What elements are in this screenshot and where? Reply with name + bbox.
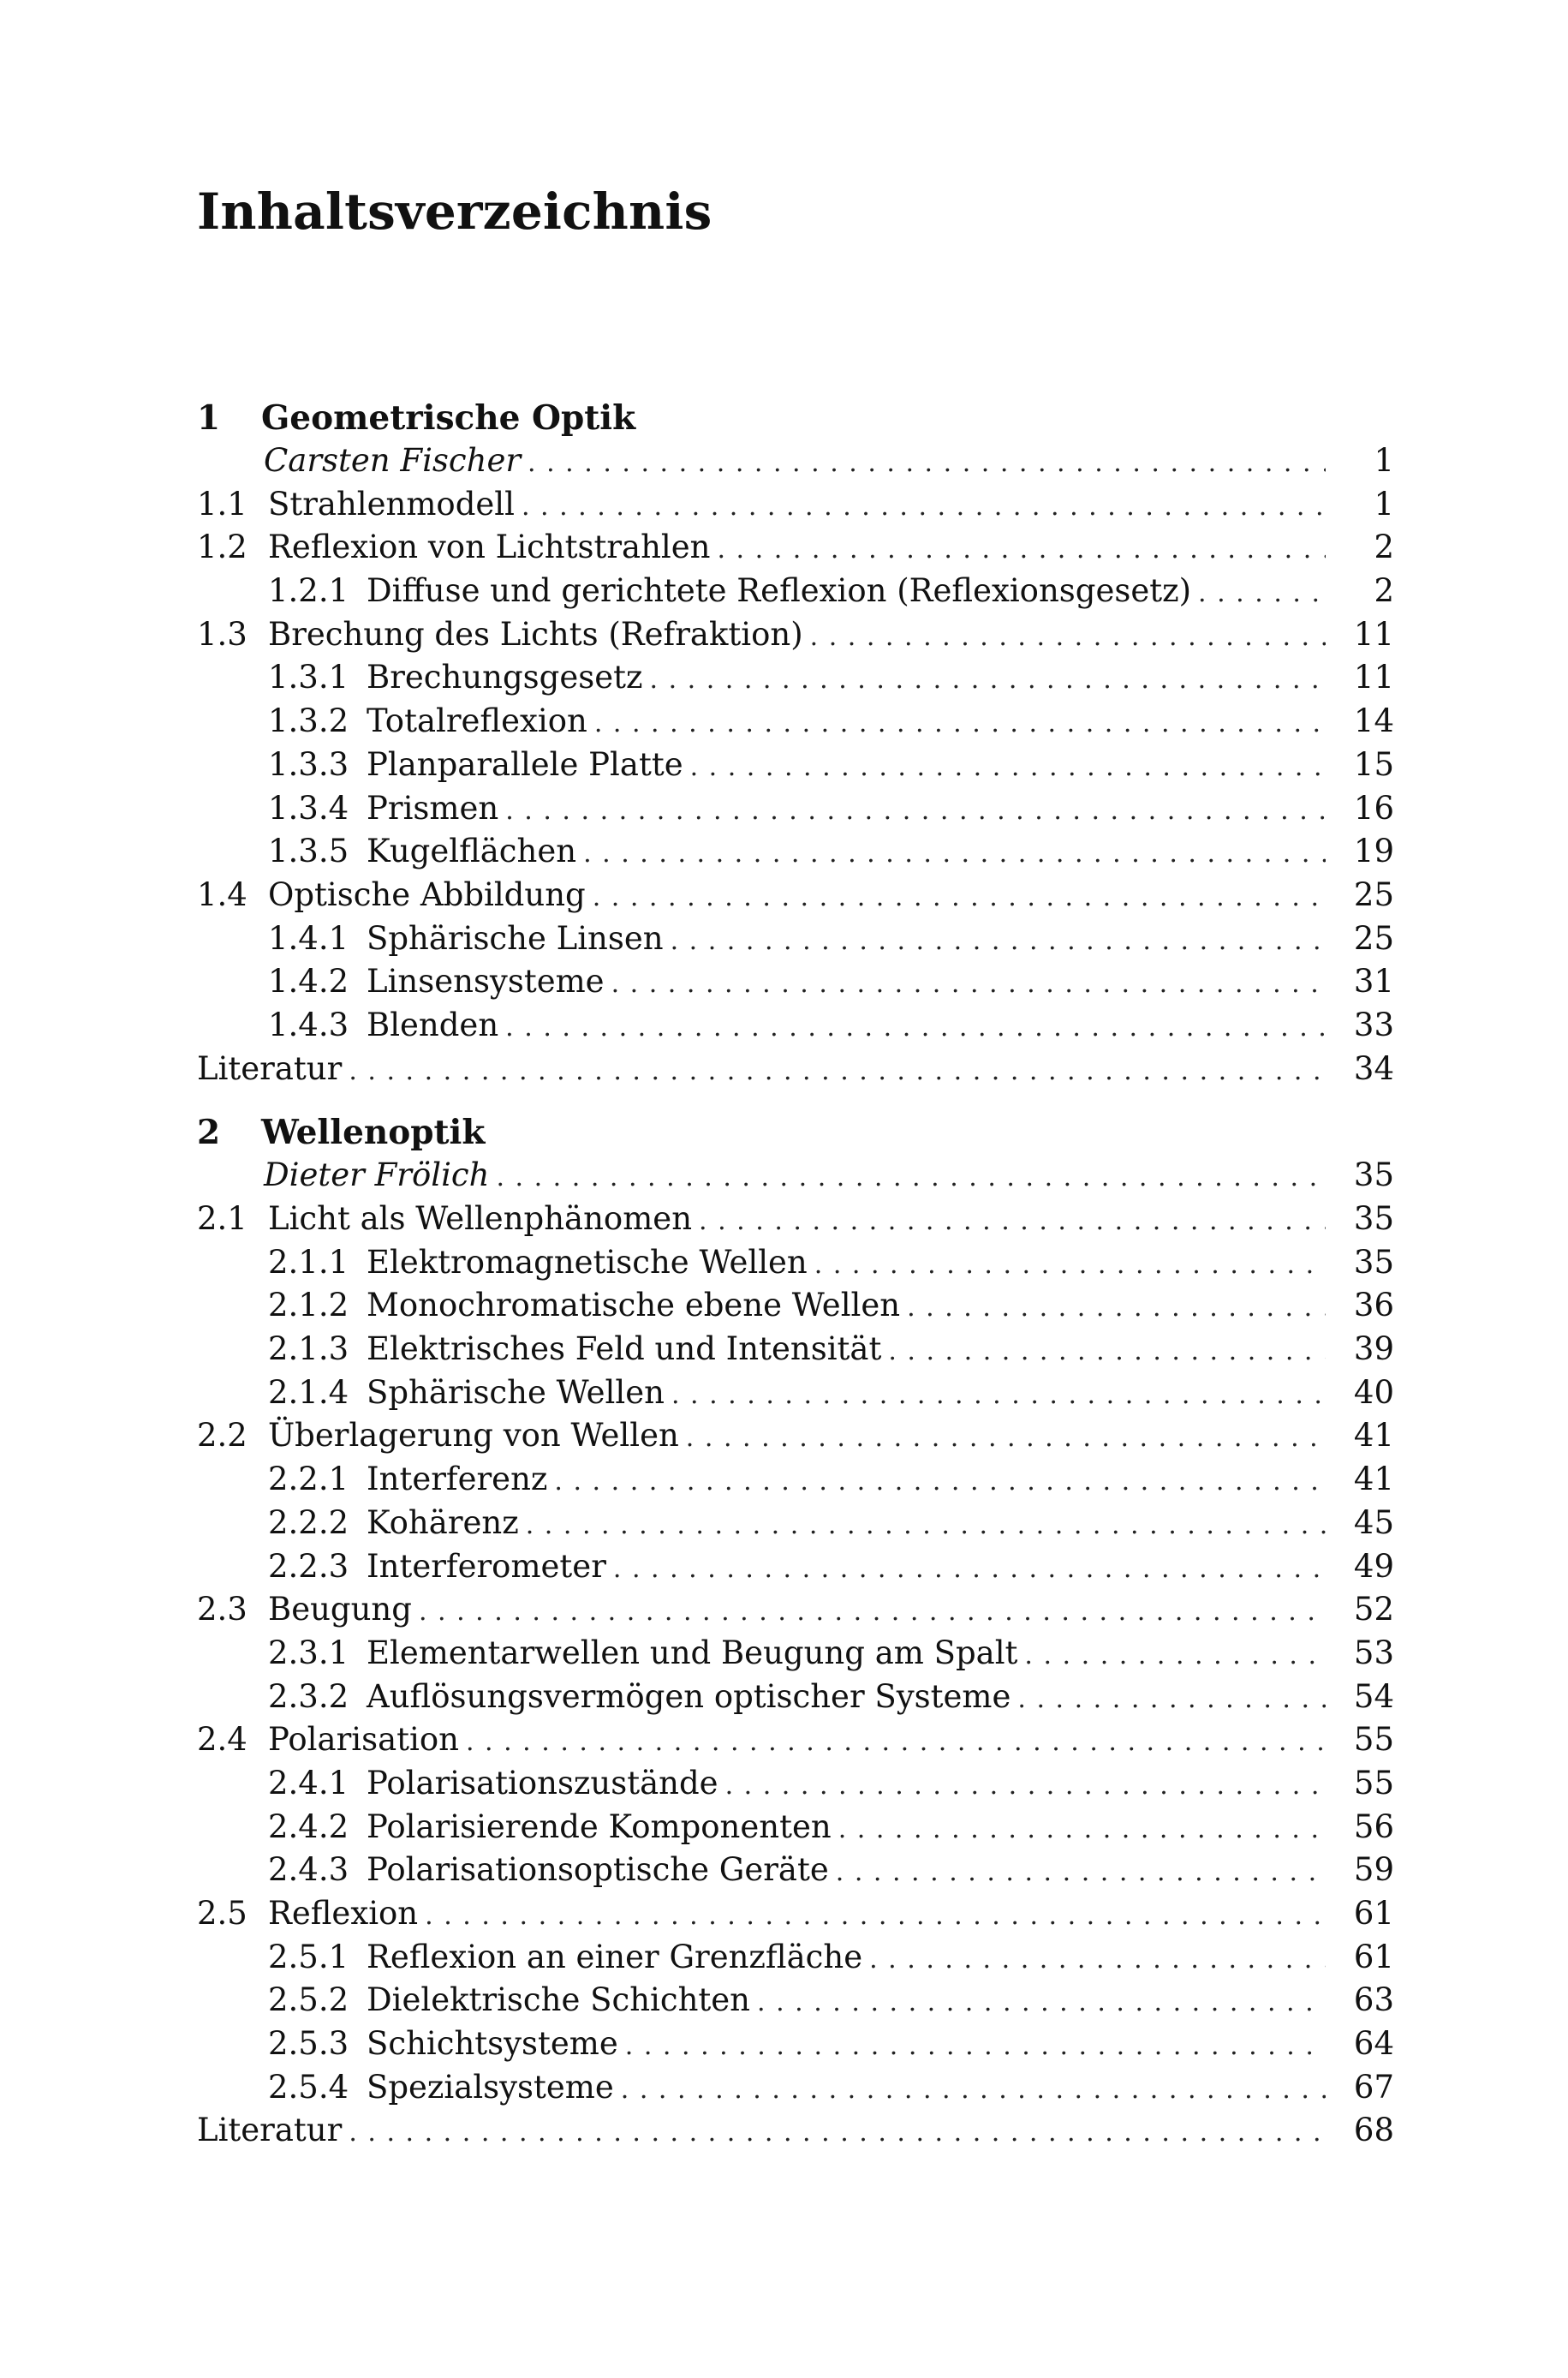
subsection-entry[interactable] — [197, 1849, 1394, 1892]
section-entry[interactable] — [197, 483, 1394, 527]
dot-leader — [583, 833, 1326, 876]
subsection-entry[interactable] — [197, 1545, 1394, 1589]
literature-entry[interactable] — [197, 1048, 1394, 1091]
subsection-entry[interactable] — [197, 1979, 1394, 2022]
entry-number: 1.2 — [197, 529, 247, 566]
entry-title: Reflexion — [268, 1895, 419, 1932]
dot-leader — [522, 486, 1326, 529]
page-number: 16 — [1353, 789, 1394, 827]
subsection-entry[interactable] — [197, 1502, 1394, 1545]
entry-title: Carsten Fischer — [264, 442, 522, 479]
page-number: 2 — [1374, 572, 1394, 610]
subsection-entry[interactable] — [197, 1806, 1394, 1849]
page-number: 41 — [1353, 1417, 1394, 1455]
subsection-entry[interactable] — [197, 700, 1394, 744]
page-number: 54 — [1353, 1677, 1394, 1715]
entry-number: 2.4.1 — [268, 1764, 349, 1801]
page-title: Inhaltsverzeichnis — [197, 182, 712, 241]
dot-leader — [810, 616, 1326, 660]
dot-leader — [836, 1851, 1326, 1895]
section-entry[interactable] — [197, 1718, 1394, 1762]
dot-leader — [505, 1007, 1326, 1050]
dot-leader — [425, 1895, 1326, 1939]
page-number: 1 — [1374, 485, 1394, 523]
dot-leader — [466, 1721, 1326, 1765]
entry-title: Polarisationszustände — [367, 1764, 718, 1801]
page-number: 11 — [1353, 659, 1394, 696]
page-number: 19 — [1353, 833, 1394, 870]
literature-entry[interactable] — [197, 2109, 1394, 2153]
page-number: 49 — [1353, 1547, 1394, 1585]
page-number: 68 — [1353, 2112, 1394, 2149]
dot-leader — [717, 529, 1326, 572]
subsection-entry[interactable] — [197, 1936, 1394, 1980]
entry-number: 2.5.1 — [268, 1938, 349, 1975]
page-number: 35 — [1353, 1200, 1394, 1237]
entry-title: Literatur — [197, 2112, 343, 2149]
subsection-entry[interactable] — [197, 1371, 1394, 1415]
entry-number: 2.2.1 — [268, 1461, 349, 1498]
entry-number: 2.4.2 — [268, 1807, 349, 1845]
page-number: 61 — [1353, 1895, 1394, 1932]
entry-title: Optische Abbildung — [268, 875, 586, 913]
entry-title: Polarisierende Komponenten — [367, 1807, 832, 1845]
entry-title: Licht als Wellenphänomen — [268, 1200, 693, 1237]
chapter-spacer — [197, 1090, 1394, 1111]
entry-title: Elektromagnetische Wellen — [367, 1243, 808, 1281]
dot-leader — [528, 442, 1326, 486]
entry-title: Brechungsgesetz — [367, 659, 643, 696]
entry-title: Schichtsysteme — [367, 2025, 618, 2063]
section-entry[interactable] — [197, 1198, 1394, 1241]
entry-title: Literatur — [197, 1049, 343, 1087]
entry-number: 2.2 — [197, 1417, 247, 1455]
subsection-entry[interactable] — [197, 1284, 1394, 1328]
entry-number: 1.3.4 — [268, 789, 349, 827]
entry-title: Sphärische Linsen — [367, 919, 664, 957]
page-number: 67 — [1353, 2068, 1394, 2106]
entry-title: Prismen — [367, 789, 499, 827]
entry-number: 1.3.5 — [268, 833, 349, 870]
entry-number: 2.3.1 — [268, 1634, 349, 1671]
entry-title: Brechung des Lichts (Refraktion) — [268, 615, 803, 653]
entry-number: 2.4.3 — [268, 1851, 349, 1889]
subsection-entry[interactable] — [197, 1632, 1394, 1676]
page-number: 25 — [1353, 919, 1394, 957]
chapter-title: Geometrische Optik — [261, 398, 636, 438]
page-number: 61 — [1353, 1938, 1394, 1975]
entry-number: 1.3.1 — [268, 659, 349, 696]
dot-leader — [419, 1591, 1326, 1634]
page-number: 34 — [1353, 1049, 1394, 1087]
subsection-entry[interactable] — [197, 1328, 1394, 1371]
subsection-entry[interactable] — [197, 830, 1394, 874]
section-entry[interactable] — [197, 1892, 1394, 1936]
page-number: 55 — [1353, 1721, 1394, 1759]
entry-title: Totalreflexion — [367, 702, 587, 740]
subsection-entry[interactable] — [197, 2066, 1394, 2110]
page-number: 40 — [1353, 1373, 1394, 1411]
entry-title: Kohärenz — [367, 1503, 519, 1541]
entry-title: Polarisationsoptische Geräte — [367, 1851, 829, 1889]
page-number: 52 — [1353, 1591, 1394, 1628]
page-number: 53 — [1353, 1634, 1394, 1671]
entry-title: Planparallele Platte — [367, 745, 683, 783]
subsection-entry[interactable] — [197, 1241, 1394, 1285]
dot-leader — [349, 2112, 1326, 2155]
dot-leader — [1017, 1678, 1326, 1722]
entry-number: 2.1 — [197, 1200, 247, 1237]
entry-number: 1.4.1 — [268, 919, 349, 957]
dot-leader — [907, 1287, 1326, 1330]
entry-number: 2.4 — [197, 1721, 247, 1759]
subsection-entry[interactable] — [197, 744, 1394, 787]
entry-number: 2.1.4 — [268, 1373, 349, 1411]
subsection-entry[interactable] — [197, 1676, 1394, 1719]
dot-leader — [1024, 1634, 1326, 1678]
dot-leader — [699, 1200, 1326, 1244]
page-number: 39 — [1353, 1330, 1394, 1368]
page-number: 59 — [1353, 1851, 1394, 1889]
entry-number: 1.3.3 — [268, 745, 349, 783]
entry-number: 1.2.1 — [268, 572, 349, 610]
page-number: 56 — [1353, 1807, 1394, 1845]
page-number: 2 — [1374, 529, 1394, 566]
subsection-entry[interactable] — [197, 1004, 1394, 1048]
page-number: 55 — [1353, 1764, 1394, 1801]
page-number: 31 — [1353, 963, 1394, 1001]
section-entry[interactable] — [197, 874, 1394, 917]
subsection-entry[interactable] — [197, 917, 1394, 961]
entry-title: Kugelflächen — [367, 833, 577, 870]
author-row[interactable] — [197, 439, 1394, 483]
dot-leader — [1198, 572, 1326, 616]
dot-leader — [671, 920, 1326, 964]
dot-leader — [349, 1050, 1326, 1094]
chapter-number: 1 — [197, 398, 221, 438]
entry-title: Interferenz — [367, 1461, 548, 1498]
dot-leader — [725, 1765, 1326, 1808]
entry-title: Diffuse und gerichtete Reflexion (Reflexionsgesetz) — [367, 572, 1192, 610]
dot-leader — [869, 1939, 1326, 1982]
entry-number: 1.1 — [197, 485, 247, 523]
entry-number: 2.2.3 — [268, 1547, 349, 1585]
table-of-contents — [197, 397, 1394, 2153]
entry-number: 2.5.2 — [268, 1981, 349, 2019]
entry-title: Auflösungsvermögen optischer Systeme — [367, 1677, 1011, 1715]
section-entry[interactable] — [197, 526, 1394, 570]
dot-leader — [838, 1808, 1326, 1852]
entry-title: Überlagerung von Wellen — [268, 1417, 679, 1455]
author-row[interactable] — [197, 1154, 1394, 1198]
entry-number: 1.4.2 — [268, 963, 349, 1001]
entry-number: 1.4 — [197, 875, 247, 913]
entry-number: 2.5.3 — [268, 2025, 349, 2063]
dot-leader — [496, 1156, 1326, 1200]
dot-leader — [814, 1244, 1326, 1288]
entry-number: 2.1.2 — [268, 1287, 349, 1324]
page-number: 15 — [1353, 745, 1394, 783]
subsection-entry[interactable] — [197, 656, 1394, 700]
section-entry[interactable] — [197, 1588, 1394, 1632]
page-number: 45 — [1353, 1503, 1394, 1541]
dot-leader — [594, 702, 1326, 746]
entry-number: 1.3 — [197, 615, 247, 653]
page-number: 1 — [1374, 442, 1394, 479]
subsection-entry[interactable] — [197, 1458, 1394, 1502]
entry-title: Strahlenmodell — [268, 485, 515, 523]
entry-number: 2.3 — [197, 1591, 247, 1628]
subsection-entry[interactable] — [197, 1762, 1394, 1806]
page-number: 41 — [1353, 1461, 1394, 1498]
entry-title: Dielektrische Schichten — [367, 1981, 751, 2019]
dot-leader — [650, 659, 1327, 702]
subsection-entry[interactable] — [197, 2022, 1394, 2066]
entry-number: 1.4.3 — [268, 1006, 349, 1043]
entry-title: Dieter Frölich — [264, 1156, 490, 1194]
entry-title: Beugung — [268, 1591, 412, 1628]
dot-leader — [505, 790, 1326, 833]
entry-title: Blenden — [367, 1006, 499, 1043]
entry-title: Reflexion von Lichtstrahlen — [268, 529, 711, 566]
chapter-heading[interactable] — [197, 397, 1394, 439]
page-number: 33 — [1353, 1006, 1394, 1043]
subsection-entry[interactable] — [197, 570, 1394, 613]
entry-title: Linsensysteme — [367, 963, 605, 1001]
dot-leader — [611, 963, 1326, 1007]
section-entry[interactable] — [197, 613, 1394, 657]
page-number: 64 — [1353, 2025, 1394, 2063]
section-entry[interactable] — [197, 1414, 1394, 1458]
dot-leader — [613, 1548, 1326, 1592]
chapter-heading[interactable] — [197, 1111, 1394, 1154]
dot-leader — [526, 1504, 1326, 1548]
dot-leader — [690, 746, 1326, 790]
entry-title: Sphärische Wellen — [367, 1373, 665, 1411]
entry-title: Monochromatische ebene Wellen — [367, 1287, 901, 1324]
dot-leader — [888, 1330, 1326, 1374]
entry-title: Elementarwellen und Beugung am Spalt — [367, 1634, 1018, 1671]
subsection-entry[interactable] — [197, 787, 1394, 831]
entry-number: 1.3.2 — [268, 702, 349, 740]
subsection-entry[interactable] — [197, 960, 1394, 1004]
page-number: 63 — [1353, 1981, 1394, 2019]
chapter-title: Wellenoptik — [261, 1113, 486, 1153]
chapter-number: 2 — [197, 1113, 221, 1153]
dot-leader — [621, 2069, 1326, 2112]
entry-number: 2.5.4 — [268, 2068, 349, 2106]
entry-title: Interferometer — [367, 1547, 606, 1585]
dot-leader — [757, 1981, 1326, 2025]
entry-number: 2.1.3 — [268, 1330, 349, 1368]
page-number: 36 — [1353, 1287, 1394, 1324]
page-number: 35 — [1353, 1243, 1394, 1281]
entry-title: Reflexion an einer Grenzfläche — [367, 1938, 863, 1975]
dot-leader — [686, 1417, 1326, 1461]
entry-title: Elektrisches Feld und Intensität — [367, 1330, 882, 1368]
page-number: 35 — [1353, 1156, 1394, 1194]
dot-leader — [554, 1461, 1326, 1504]
page-number: 25 — [1353, 875, 1394, 913]
dot-leader — [593, 876, 1326, 920]
dot-leader — [671, 1374, 1326, 1418]
entry-number: 2.2.2 — [268, 1503, 349, 1541]
entry-number: 2.1.1 — [268, 1243, 349, 1281]
entry-number: 2.3.2 — [268, 1677, 349, 1715]
entry-title: Polarisation — [268, 1721, 459, 1759]
dot-leader — [625, 2025, 1326, 2069]
entry-title: Spezialsysteme — [367, 2068, 614, 2106]
page-number: 14 — [1353, 702, 1394, 740]
entry-number: 2.5 — [197, 1895, 247, 1932]
page-number: 11 — [1353, 615, 1394, 653]
